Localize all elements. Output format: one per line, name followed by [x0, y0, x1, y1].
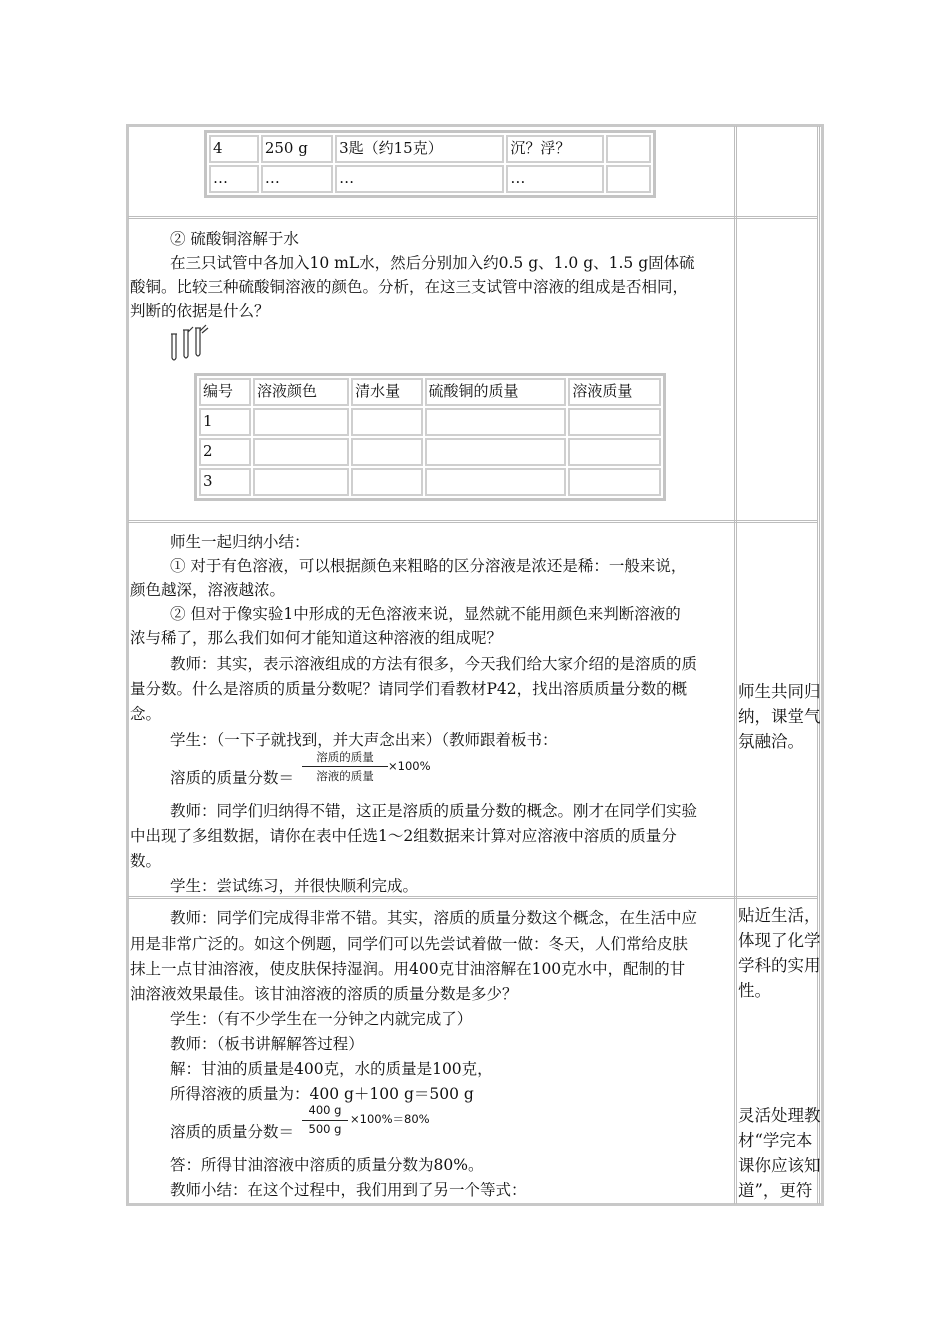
table-cell	[253, 438, 349, 466]
paragraph-line: 教师：（板书讲解解答过程）	[170, 1035, 364, 1053]
paragraph-line: 念。	[130, 705, 162, 723]
table-header-row	[199, 378, 661, 406]
paragraph-line: 量分数。什么是溶质的质量分数呢？请同学们看教材P42，找出溶质质量分数的概	[130, 680, 688, 698]
paragraph-line: 中出现了多组数据，请你在表中任选1～2组数据来计算对应溶液中溶质的质量分	[130, 827, 677, 845]
formula-denominator: 溶液的质量	[316, 769, 374, 783]
paragraph-line: ① 对于有色溶液，可以根据颜色来粗略的区分溶液是浓还是稀：一般来说，	[170, 557, 687, 575]
paragraph-line: 数。	[130, 852, 162, 870]
right-inner-border	[817, 126, 820, 1204]
table-cell: …	[261, 165, 333, 193]
table-header: 溶液质量	[568, 378, 661, 406]
table-cell: 4	[209, 135, 259, 163]
side-note-line: 课你应该知	[738, 1156, 821, 1175]
paragraph-line: 答：所得甘油溶液中溶质的质量分数为80%。	[170, 1156, 484, 1174]
paragraph-line: 师生一起归纳小结：	[170, 533, 310, 551]
paragraph-line: 教师：同学们归纳得不错，这正是溶质的质量分数的概念。刚才在同学们实验	[170, 802, 698, 820]
table-cell	[253, 408, 349, 436]
table-cell	[253, 468, 349, 496]
formula-numerator: 400 g	[308, 1103, 342, 1117]
table-cell	[425, 438, 567, 466]
table-cell: 沉？浮？	[506, 135, 604, 163]
table-header: 溶液颜色	[253, 378, 349, 406]
paragraph-line: 教师小结：在这个过程中，我们用到了另一个等式：	[170, 1181, 527, 1199]
section-heading: ② 硫酸铜溶解于水	[170, 230, 299, 248]
paragraph-line: 油溶液效果最佳。该甘油溶液的溶质的质量分数是多少？	[130, 985, 518, 1003]
table-cell	[606, 165, 651, 193]
row-divider-2	[128, 520, 818, 523]
formula-numerator: 溶质的质量	[316, 750, 374, 764]
table-cell: 3	[199, 468, 251, 496]
table-cell: 2	[199, 438, 251, 466]
mass-fraction-formula	[302, 748, 442, 788]
table-cell	[568, 438, 661, 466]
table-header: 清水量	[351, 378, 422, 406]
row-divider-1	[128, 216, 818, 219]
paragraph-line: 浓与稀了，那么我们如何才能知道这种溶液的组成呢？	[130, 629, 503, 647]
paragraph-line: 判断的依据是什么？	[130, 302, 270, 320]
side-note-line: 氛融洽。	[738, 732, 804, 751]
formula-suffix: ×100%＝80%	[350, 1112, 430, 1126]
experiment-table-1	[204, 130, 656, 198]
test-tubes-icon	[166, 324, 212, 364]
paragraph-line: 教师：其实，表示溶液组成的方法有很多，今天我们给大家介绍的是溶质的质	[170, 655, 698, 673]
table-cell	[351, 468, 422, 496]
table-row	[199, 468, 661, 496]
table-cell: …	[209, 165, 259, 193]
side-note-line: 灵活处理教	[738, 1106, 821, 1125]
table-row	[199, 438, 661, 466]
paragraph-line: 学生：（有不少学生在一分钟之内就完成了）	[170, 1010, 473, 1028]
table-cell: 250 g	[261, 135, 333, 163]
paragraph-line: 在三只试管中各加入10 mL水，然后分别加入约0.5 g、1.0 g、1.5 g固体硫	[170, 254, 695, 272]
table-cell	[425, 468, 567, 496]
paragraph-line: 解：甘油的质量是400克，水的质量是100克，	[170, 1060, 493, 1078]
side-note-line: 体现了化学	[738, 931, 821, 950]
side-note-line: 纳，课堂气	[738, 707, 821, 726]
table-header: 硫酸铜的质量	[425, 378, 567, 406]
table-cell	[568, 408, 661, 436]
paragraph-line: 学生：尝试练习，并很快顺利完成。	[170, 877, 419, 895]
table-cell	[425, 408, 567, 436]
table-cell: 3匙（约15克）	[335, 135, 504, 163]
calculation-formula	[302, 1103, 462, 1143]
table-cell: …	[335, 165, 504, 193]
fraction-bar	[302, 1120, 348, 1121]
experiment-table-2	[194, 373, 666, 501]
formula-suffix: ×100%	[388, 759, 431, 773]
paragraph-line: 酸铜。比较三种硫酸铜溶液的颜色。分析，在这三支试管中溶液的组成是否相同，	[130, 278, 689, 296]
table-cell: 1	[199, 408, 251, 436]
formula-label: 溶质的质量分数＝	[170, 769, 295, 787]
formula-denominator: 500 g	[308, 1122, 342, 1136]
table-row	[199, 408, 661, 436]
column-divider	[734, 126, 737, 1204]
table-cell	[351, 408, 422, 436]
table-cell: …	[506, 165, 604, 193]
fraction-bar	[302, 766, 388, 767]
paragraph-line: ② 但对于像实验1中形成的无色溶液来说，显然就不能用颜色来判断溶液的	[170, 605, 681, 623]
table-row	[209, 135, 651, 163]
table-row	[209, 165, 651, 193]
paragraph-line: 用是非常广泛的。如这个例题，同学们可以先尝试着做一做：冬天，人们常给皮肤	[130, 935, 689, 953]
side-note-line: 道”，更符	[738, 1181, 813, 1200]
side-note-line: 材“学完本	[738, 1131, 813, 1150]
table-cell	[351, 438, 422, 466]
paragraph-line: 颜色越深，溶液越浓。	[130, 581, 286, 599]
paragraph-line: 所得溶液的质量为：400 g＋100 g＝500 g	[170, 1085, 474, 1103]
side-note-line: 师生共同归	[738, 682, 821, 701]
paragraph-line: 抹上一点甘油溶液，使皮肤保持湿润。用400克甘油溶解在100克水中，配制的甘	[130, 960, 686, 978]
table-cell	[568, 468, 661, 496]
paragraph-line: 学生：（一下子就找到，并大声念出来）（教师跟着板书：	[170, 731, 558, 749]
table-cell	[606, 135, 651, 163]
side-note-line: 性。	[738, 981, 771, 1000]
paragraph-line: 教师：同学们完成得非常不错。其实，溶质的质量分数这个概念，在生活中应	[170, 909, 698, 927]
side-note-line: 贴近生活，	[738, 906, 821, 925]
table-header: 编号	[199, 378, 251, 406]
side-note-line: 学科的实用	[738, 956, 821, 975]
formula-label: 溶质的质量分数＝	[170, 1123, 295, 1141]
